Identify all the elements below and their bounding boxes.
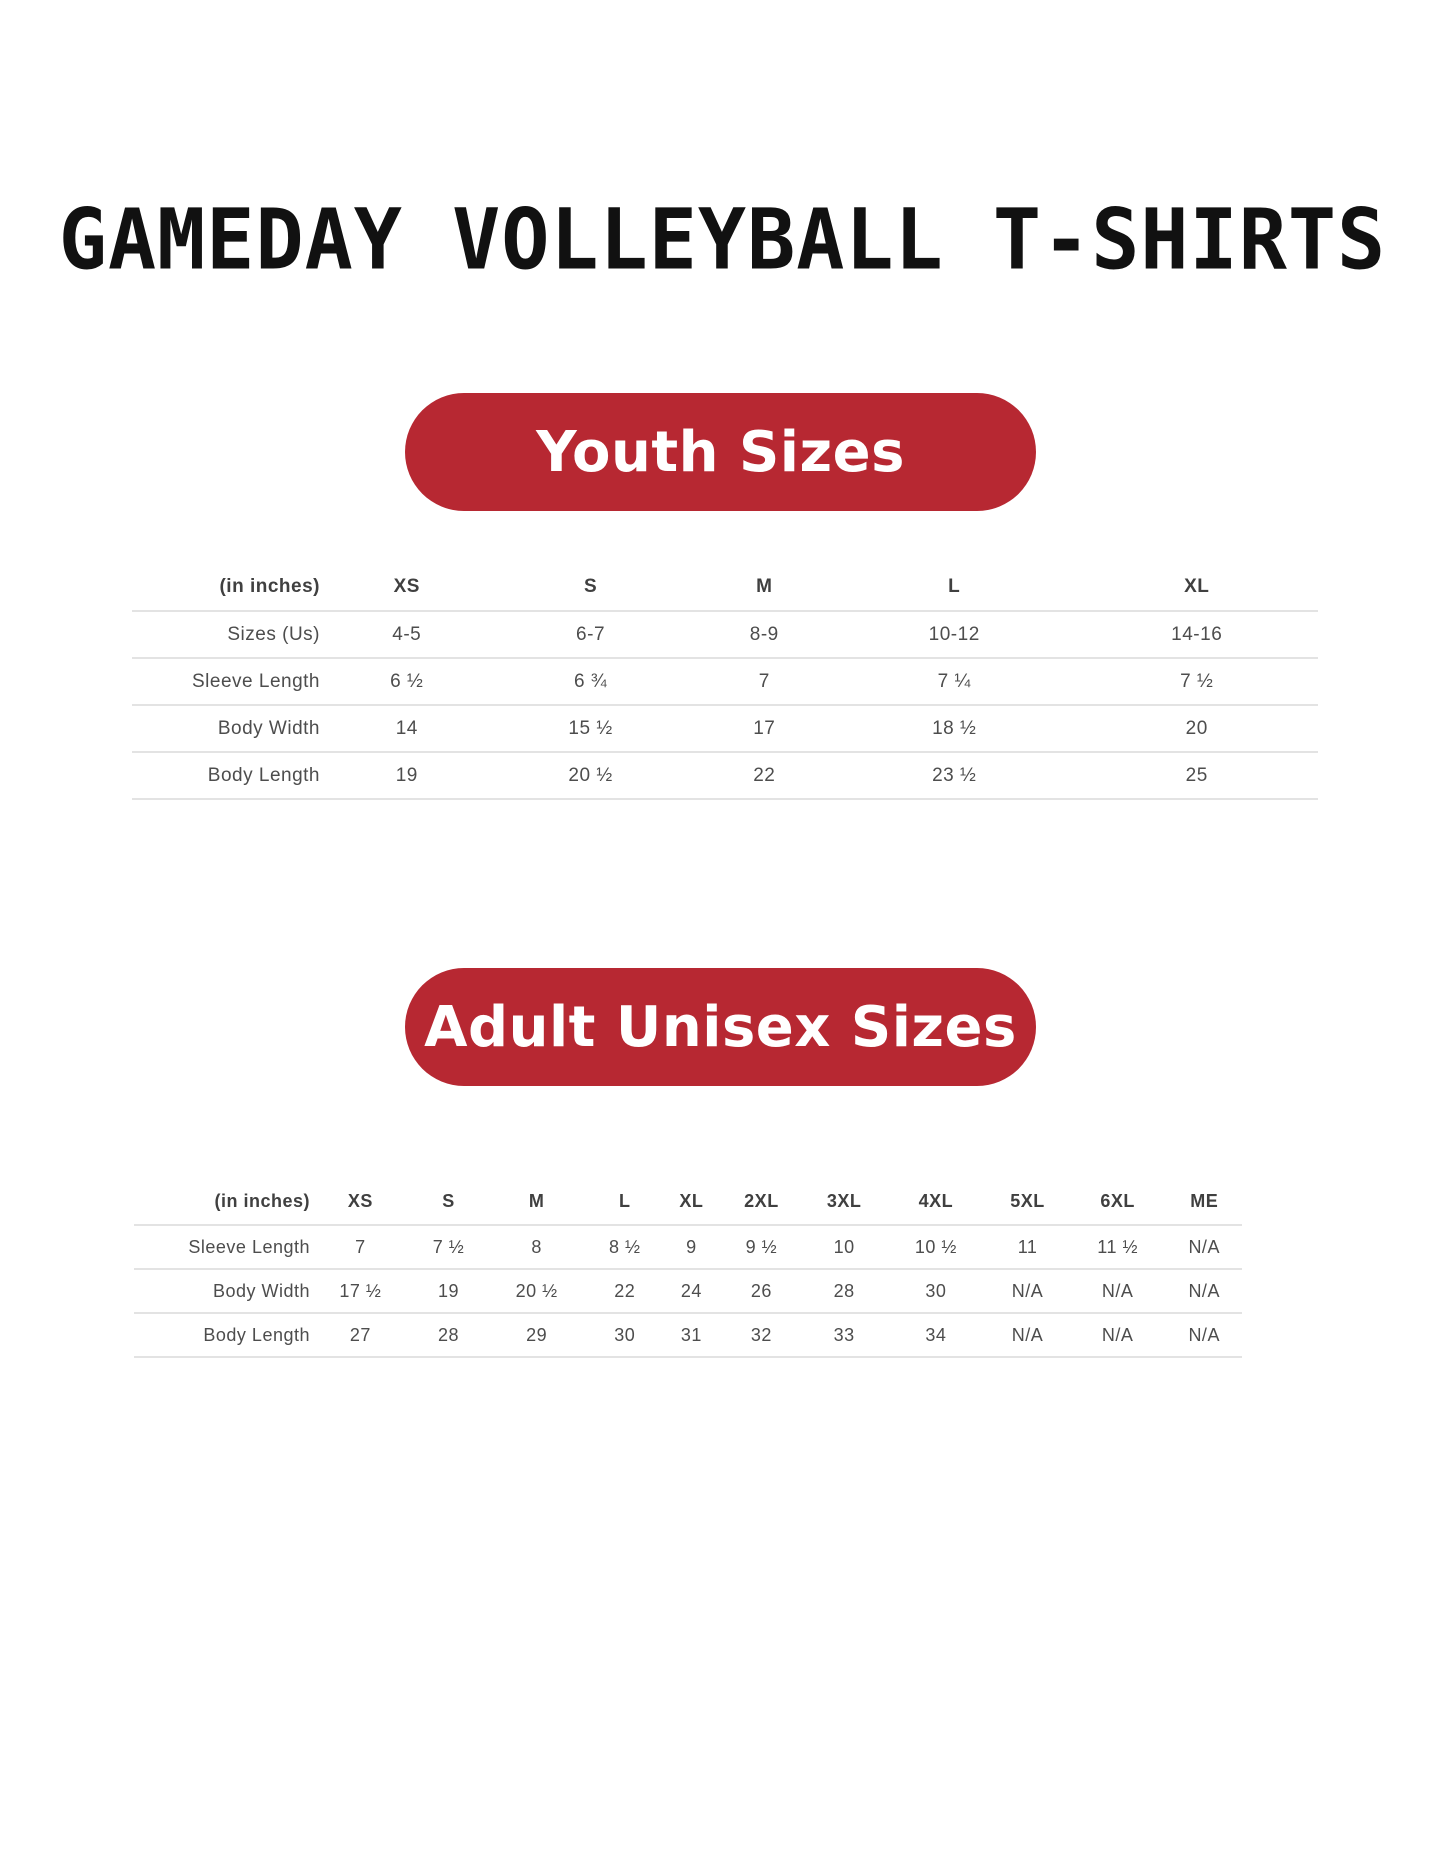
- table-cell: 6 ¾: [486, 658, 696, 705]
- table-cell: 29: [486, 1313, 587, 1357]
- table-cell: 30: [587, 1313, 663, 1357]
- table-cell: 22: [696, 752, 833, 799]
- table-row: [134, 1313, 1242, 1357]
- table-cell: N/A: [1166, 1313, 1242, 1357]
- table-cell: 15 ½: [486, 705, 696, 752]
- row-label: Sleeve Length: [132, 658, 328, 705]
- table-cell: 6 ½: [328, 658, 486, 705]
- table-cell: 26: [720, 1269, 803, 1313]
- table-row: [132, 611, 1318, 658]
- column-header: XL: [663, 1179, 721, 1225]
- table-cell: 34: [885, 1313, 986, 1357]
- table-cell: 19: [328, 752, 486, 799]
- page-title: GAMEDAY VOLLEYBALL T-SHIRTS: [58, 190, 1387, 289]
- column-header: 2XL: [720, 1179, 803, 1225]
- column-header: XS: [310, 1179, 411, 1225]
- table-cell: 7 ½: [1075, 658, 1318, 705]
- table-cell: 19: [411, 1269, 487, 1313]
- table-cell: 28: [411, 1313, 487, 1357]
- table-cell: 8: [486, 1225, 587, 1269]
- column-header: ME: [1166, 1179, 1242, 1225]
- table-cell: 8 ½: [587, 1225, 663, 1269]
- column-header: 3XL: [803, 1179, 886, 1225]
- table-cell: 17: [696, 705, 833, 752]
- table-row: [132, 705, 1318, 752]
- table-cell: 20 ½: [486, 752, 696, 799]
- table-cell: 32: [720, 1313, 803, 1357]
- row-label: Body Length: [134, 1313, 310, 1357]
- table-cell: 33: [803, 1313, 886, 1357]
- column-header: L: [833, 563, 1075, 611]
- table-cell: 11: [986, 1225, 1069, 1269]
- table-cell: 10-12: [833, 611, 1075, 658]
- table-cell: N/A: [1069, 1313, 1167, 1357]
- column-header: XS: [328, 563, 486, 611]
- table-cell: N/A: [1166, 1269, 1242, 1313]
- table-cell: 14: [328, 705, 486, 752]
- table-cell: 31: [663, 1313, 721, 1357]
- table-cell: 11 ½: [1069, 1225, 1167, 1269]
- table-row: [132, 752, 1318, 799]
- column-header: S: [411, 1179, 487, 1225]
- table-cell: N/A: [986, 1313, 1069, 1357]
- table-cell: 7: [696, 658, 833, 705]
- table-cell: 10 ½: [885, 1225, 986, 1269]
- table-cell: 30: [885, 1269, 986, 1313]
- youth-size-table: [132, 563, 1318, 800]
- table-cell: 17 ½: [310, 1269, 411, 1313]
- adult-sizes-banner: [405, 968, 1036, 1086]
- youth-sizes-heading: Youth Sizes: [536, 419, 905, 485]
- table-cell: 25: [1075, 752, 1318, 799]
- row-label: Sizes (Us): [132, 611, 328, 658]
- table-cell: 22: [587, 1269, 663, 1313]
- row-label: Body Width: [134, 1269, 310, 1313]
- table-cell: N/A: [1166, 1225, 1242, 1269]
- table-row: [134, 1269, 1242, 1313]
- table-cell: 7 ¼: [833, 658, 1075, 705]
- table-cell: 23 ½: [833, 752, 1075, 799]
- table-cell: 7 ½: [411, 1225, 487, 1269]
- table-cell: 9: [663, 1225, 721, 1269]
- row-label: Sleeve Length: [134, 1225, 310, 1269]
- table-cell: 14-16: [1075, 611, 1318, 658]
- row-label: Body Length: [132, 752, 328, 799]
- column-header: 4XL: [885, 1179, 986, 1225]
- youth-sizes-banner: [405, 393, 1036, 511]
- table-cell: 7: [310, 1225, 411, 1269]
- table-cell: 24: [663, 1269, 721, 1313]
- table-cell: N/A: [1069, 1269, 1167, 1313]
- adult-size-table: [134, 1179, 1242, 1358]
- table-cell: 20: [1075, 705, 1318, 752]
- row-label: Body Width: [132, 705, 328, 752]
- table-cell: 4-5: [328, 611, 486, 658]
- table-cell: 20 ½: [486, 1269, 587, 1313]
- table-cell: N/A: [986, 1269, 1069, 1313]
- table-cell: 9 ½: [720, 1225, 803, 1269]
- column-header: 6XL: [1069, 1179, 1167, 1225]
- column-header: 5XL: [986, 1179, 1069, 1225]
- table-cell: 8-9: [696, 611, 833, 658]
- units-label: (in inches): [134, 1179, 310, 1225]
- table-cell: 28: [803, 1269, 886, 1313]
- table-header-row: [134, 1179, 1242, 1225]
- units-label: (in inches): [132, 563, 328, 611]
- table-header-row: [132, 563, 1318, 611]
- adult-sizes-heading: Adult Unisex Sizes: [424, 994, 1017, 1060]
- column-header: L: [587, 1179, 663, 1225]
- column-header: M: [696, 563, 833, 611]
- table-cell: 27: [310, 1313, 411, 1357]
- column-header: XL: [1075, 563, 1318, 611]
- table-row: [132, 658, 1318, 705]
- table-cell: 6-7: [486, 611, 696, 658]
- table-row: [134, 1225, 1242, 1269]
- table-cell: 10: [803, 1225, 886, 1269]
- column-header: S: [486, 563, 696, 611]
- column-header: M: [486, 1179, 587, 1225]
- table-cell: 18 ½: [833, 705, 1075, 752]
